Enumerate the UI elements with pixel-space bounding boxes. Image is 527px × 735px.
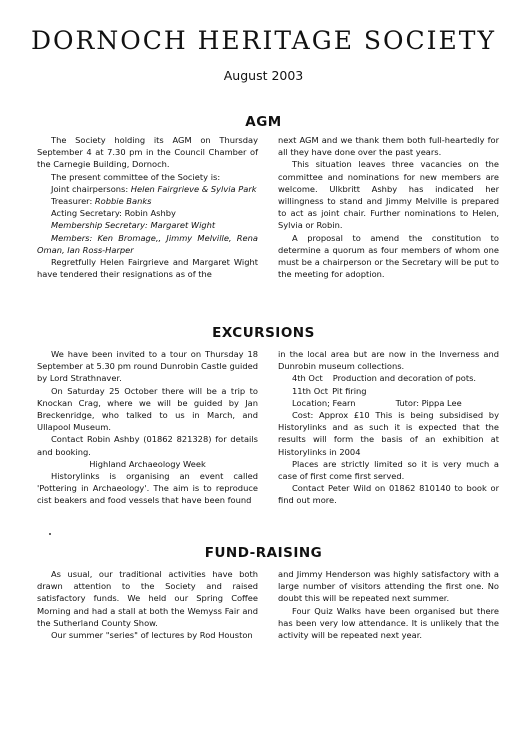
agm-left-column bbox=[37, 134, 258, 280]
agm-paragraph: The present committee of the Society is: bbox=[51, 171, 221, 182]
schedule-date: 11th Oct bbox=[292, 385, 329, 396]
fund-raising-heading: FUND-RAISING bbox=[204, 545, 323, 561]
excursions-heading: EXCURSIONS bbox=[212, 325, 315, 341]
schedule-date: 4th Oct bbox=[292, 373, 323, 384]
agm-paragraph: next AGM and we thank them both full-heartedly for all they have done over the past years. bbox=[278, 135, 499, 158]
schedule-line bbox=[278, 372, 499, 384]
agm-heading: AGM bbox=[245, 114, 282, 130]
fund-raising-left-column bbox=[37, 568, 258, 641]
location-text: Location; Fearn bbox=[292, 397, 356, 408]
agm-paragraph: Regretfully Helen Fairgrieve and Margaret Wight have tendered their resignations as of the bbox=[37, 257, 258, 280]
schedule-activity: Production and decoration of pots. bbox=[332, 373, 477, 384]
agm-paragraph: The Society holding its AGM on Thursday September 4 at 7.30 pm in the Council Chamber of the Carnegie Building, Dornoch. bbox=[37, 135, 258, 170]
excursions-paragraph: Cost: Approx £10 This is being subsidised by Historylinks and as such it is expected that the results will form the basis of an exhibition at Historylinks in 2004 bbox=[278, 410, 499, 457]
issue-date: August 2003 bbox=[223, 68, 304, 83]
agm-paragraph: This situation leaves three vacancies on the committee and nominations for new members are welcome. Ulkbritt Ashby has indicated her willingness to stand and Jimmy Melville is prepared to act as joint chair. Further nominations to Helen, Sylvia or Robin. bbox=[278, 159, 499, 231]
agm-committee-label: Membership Secretary: bbox=[51, 220, 148, 231]
fund-raising-paragraph: Our summer "series" of lectures by Rod Houston bbox=[51, 630, 253, 641]
agm-committee-line: Acting Secretary: Robin Ashby bbox=[51, 208, 176, 219]
excursions-paragraph: Places are strictly limited so it is very much a case of first come first served. bbox=[278, 458, 499, 482]
agm-committee-line bbox=[37, 219, 258, 231]
archaeology-week-subheading: Highland Archaeology Week bbox=[89, 458, 206, 469]
fund-raising-paragraph: and Jimmy Henderson was highly satisfactory with a large number of visitors attending the first one. No doubt this will be repeated next summer. bbox=[278, 569, 499, 604]
agm-committee-names: Margaret Wight bbox=[150, 220, 216, 231]
agm-committee-label: Joint chairpersons: bbox=[51, 183, 129, 194]
location-line bbox=[278, 397, 499, 409]
schedule-activity: Pit firing bbox=[332, 385, 367, 396]
excursions-right-column bbox=[278, 348, 499, 507]
fund-raising-paragraph: Four Quiz Walks have been organised but there has been very low attendance. It is unlikely that the activity will be repeated next year. bbox=[278, 605, 499, 641]
excursions-paragraph: Contact Robin Ashby (01862 821328) for details and booking. bbox=[37, 434, 258, 457]
agm-committee-label: Members: bbox=[51, 232, 93, 243]
excursions-paragraph: Historylinks is organising an event called 'Pottering in Archaeology'. The aim is to reproduce cist beakers and food vessels that have been found bbox=[37, 471, 258, 506]
excursions-paragraph: Contact Peter Wild on 01862 810140 to book or find out more. bbox=[278, 483, 499, 506]
agm-right-column bbox=[278, 134, 499, 280]
agm-committee-label: Treasurer: bbox=[51, 196, 93, 207]
agm-committee-line bbox=[37, 183, 258, 195]
agm-committee-names: Robbie Banks bbox=[94, 196, 152, 207]
fund-raising-right-column bbox=[278, 568, 499, 641]
agm-committee-line bbox=[37, 232, 258, 256]
masthead-title: DORNOCH HERITAGE SOCIETY bbox=[31, 26, 496, 55]
agm-committee-names: Ken Bromage,, Jimmy Melville, Rena Oman, Ian Ross-Harper bbox=[37, 232, 258, 255]
excursions-paragraph: On Saturday 25 October there will be a trip to Knockan Crag, where we will be guided by Jan Breckenridge, who talked to us in March, and Ullapool Museum. bbox=[37, 385, 258, 433]
agm-committee-names: Helen Fairgrieve & Sylvia Park bbox=[130, 183, 257, 194]
excursions-paragraph: We have been invited to a tour on Thursday 18 September at 5.30 pm round Dunrobin Castle guided by Lord Strathnaver. bbox=[37, 349, 258, 384]
stray-mark bbox=[49, 533, 51, 535]
fund-raising-paragraph: As usual, our traditional activities have both drawn attention to the Society and raised satisfactory funds. We held our Spring Coffee Morning and had a stall at both the Wemyss Fair and the Sutherland County Show. bbox=[37, 569, 258, 628]
tutor-text: Tutor: Pippa Lee bbox=[395, 397, 462, 408]
agm-paragraph: A proposal to amend the constitution to determine a quorum as four members of whom one must be a chairperson or the Secretary will be put to the meeting for adoption. bbox=[278, 232, 499, 280]
excursions-paragraph: in the local area but are now in the Inverness and Dunrobin museum collections. bbox=[278, 349, 499, 372]
agm-committee-line bbox=[37, 195, 258, 207]
schedule-line bbox=[278, 385, 499, 397]
excursions-left-column bbox=[37, 348, 258, 507]
